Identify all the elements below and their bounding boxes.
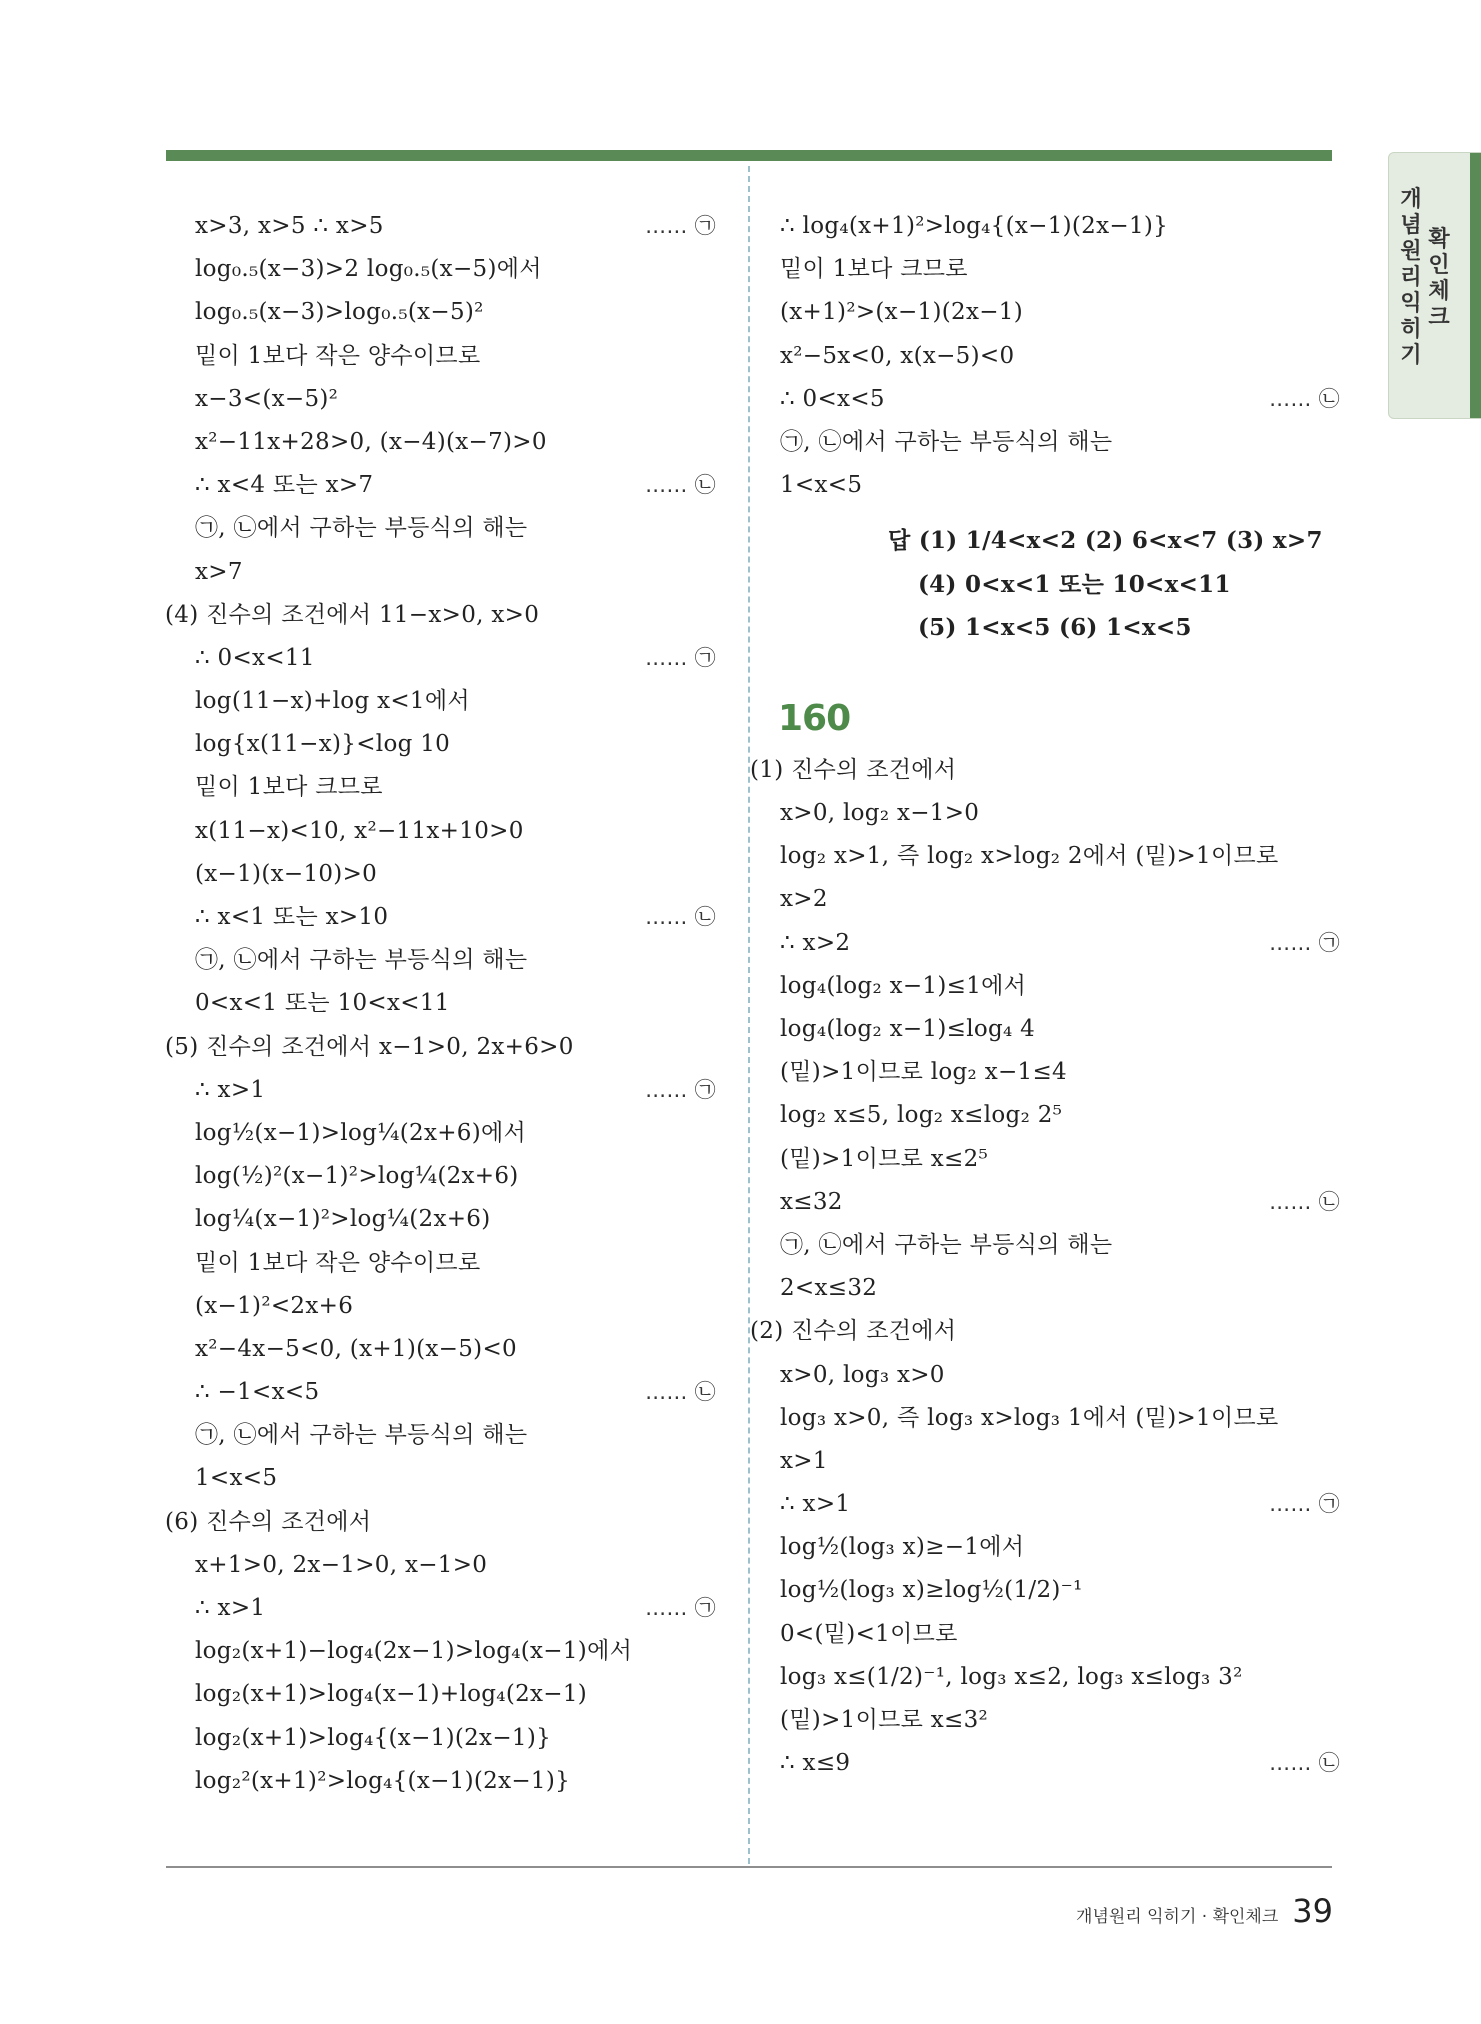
- solution-text: log₀.₅(x−3)>log₀.₅(x−5)²: [195, 299, 484, 326]
- solution-line: [780, 1569, 1340, 1612]
- equation-marker: …… ㉡: [645, 1380, 716, 1405]
- solution-text: log₄(log₂ x−1)≤log₄ 4: [780, 1016, 1036, 1042]
- left-column: [165, 205, 725, 1803]
- answer-block: [888, 519, 1340, 649]
- solution-line: [195, 896, 725, 939]
- solution-text: x²−11x+28>0, (x−4)(x−7)>0: [195, 428, 547, 455]
- solution-line: [780, 1267, 1340, 1310]
- solution-text: log₀.₅(x−3)>2 log₀.₅(x−5)에서: [195, 256, 542, 283]
- solution-line: [780, 1440, 1340, 1483]
- solution-line: [195, 723, 725, 766]
- right-bottom-solution: [750, 749, 1340, 1786]
- solution-text: x≤32: [780, 1188, 843, 1215]
- solution-line: [780, 878, 1340, 921]
- solution-text: x²−4x−5<0, (x+1)(x−5)<0: [195, 1335, 517, 1362]
- footer-section-title: 개념원리 익히기 · 확인체크: [1076, 1907, 1279, 1927]
- equation-marker: …… ㉠: [1269, 1492, 1340, 1517]
- solution-text: (2) 진수의 조건에서: [750, 1318, 957, 1345]
- solution-text: 1<x<5: [195, 1465, 278, 1492]
- column-divider: [748, 166, 750, 1864]
- solution-line: [780, 1699, 1340, 1742]
- solution-line: [195, 1155, 725, 1198]
- solution-text: x>2: [780, 886, 828, 913]
- solution-line: [780, 464, 1340, 507]
- solution-text: (x−1)²<2x+6: [195, 1292, 354, 1319]
- solution-line: [195, 1760, 725, 1803]
- solution-line: [195, 291, 725, 334]
- solution-text: (x−1)(x−10)>0: [195, 860, 378, 887]
- answer-line-1: 답 (1) 1/4<x<2 (2) 6<x<7 (3) x>7: [888, 527, 1323, 555]
- solution-line: [195, 1371, 725, 1414]
- solution-text: x>0, log₂ x−1>0: [780, 800, 980, 827]
- solution-text: log₂(x+1)−log₄(2x−1)>log₄(x−1)에서: [195, 1638, 633, 1665]
- solution-line: [195, 1112, 725, 1155]
- solution-line: [780, 1051, 1340, 1094]
- solution-text: log₂ x≤5, log₂ x≤log₂ 2⁵: [780, 1102, 1063, 1129]
- solution-text: x>7: [195, 558, 243, 585]
- solution-text: ∴ x≤9: [780, 1750, 851, 1777]
- solution-line: [780, 965, 1340, 1008]
- solution-line: [195, 853, 725, 896]
- solution-text: log₃ x>0, 즉 log₃ x>log₃ 1에서 (밑)>1이므로: [780, 1404, 1279, 1431]
- equation-marker: …… ㉠: [645, 1077, 716, 1102]
- solution-text: log{x(11−x)}<log 10: [195, 731, 451, 758]
- solution-line: [195, 637, 725, 680]
- solution-text: ∴ x>2: [780, 929, 851, 956]
- solution-text: ∴ x<1 또는 x>10: [195, 904, 389, 930]
- solution-text: x>3, x>5 ∴ x>5: [195, 213, 384, 239]
- solution-text: 1<x<5: [780, 472, 863, 499]
- solution-line: [780, 1354, 1340, 1397]
- equation-marker: …… ㉠: [645, 214, 716, 238]
- problem-number: 160: [778, 697, 851, 739]
- top-rule: [166, 150, 1332, 161]
- solution-text: log₂²(x+1)²>log₄{(x−1)(2x−1)}: [195, 1767, 571, 1794]
- solution-text: x>0, log₃ x>0: [780, 1361, 945, 1388]
- solution-line: [195, 810, 725, 853]
- solution-line: [780, 835, 1340, 878]
- solution-line: [195, 1673, 725, 1716]
- equation-marker: …… ㉠: [645, 645, 716, 670]
- solution-text: (4) 진수의 조건에서 11−x>0, x>0: [165, 601, 540, 628]
- solution-text: log½(log₃ x)≥log½(1/2)⁻¹: [780, 1577, 1083, 1604]
- solution-line: [195, 1457, 725, 1500]
- solution-line: [750, 1310, 1340, 1353]
- solution-text: 2<x≤32: [780, 1275, 878, 1302]
- solution-text: 0<x<1 또는 10<x<11: [195, 990, 450, 1017]
- solution-line: [165, 1501, 725, 1544]
- solution-line: [195, 1587, 725, 1630]
- solution-line: [780, 1008, 1340, 1051]
- solution-text: ㉠, ㉡에서 구하는 부등식의 해는: [195, 515, 528, 542]
- solution-line: [195, 1242, 725, 1285]
- solution-text: ∴ x>1: [780, 1491, 851, 1518]
- equation-marker: …… ㉡: [645, 473, 716, 498]
- solution-text: ∴ −1<x<5: [195, 1379, 320, 1406]
- solution-text: ∴ 0<x<11: [195, 644, 315, 671]
- side-tab-label-1: 개념원리 익히기: [1400, 187, 1422, 368]
- solution-text: log(11−x)+log x<1에서: [195, 688, 470, 715]
- solution-line: [195, 1630, 725, 1673]
- solution-line: [780, 291, 1340, 334]
- solution-line: [780, 1397, 1340, 1440]
- page-number: 39: [1292, 1892, 1333, 1930]
- solution-text: ∴ x>1: [195, 1076, 266, 1103]
- solution-line: [195, 378, 725, 421]
- solution-line: [195, 1414, 725, 1457]
- solution-line: [780, 922, 1340, 965]
- solution-line: [780, 335, 1340, 378]
- right-column: [750, 205, 1340, 1785]
- solution-line: [195, 1328, 725, 1371]
- solution-line: [195, 1069, 725, 1112]
- equation-marker: …… ㉡: [645, 905, 716, 929]
- solution-line: [195, 1717, 725, 1760]
- solution-line: [195, 766, 725, 809]
- solution-text: (밑)>1이므로 x≤2⁵: [780, 1145, 989, 1172]
- solution-line: [780, 378, 1340, 421]
- solution-text: 밑이 1보다 크므로: [780, 256, 968, 283]
- solution-text: ∴ x>1: [195, 1595, 266, 1621]
- solution-text: x>1: [780, 1447, 828, 1474]
- solution-line: [780, 205, 1340, 248]
- bottom-rule: [166, 1866, 1332, 1868]
- solution-text: x(11−x)<10, x²−11x+10>0: [195, 817, 524, 844]
- solution-text: 밑이 1보다 크므로: [195, 774, 383, 801]
- solution-line: [780, 1138, 1340, 1181]
- solution-text: log₄(log₂ x−1)≤1에서: [780, 972, 1027, 999]
- solution-line: [195, 507, 725, 550]
- solution-line: [780, 1742, 1340, 1785]
- solution-line: [780, 792, 1340, 835]
- solution-text: x²−5x<0, x(x−5)<0: [780, 342, 1015, 369]
- solution-line: [165, 1026, 725, 1069]
- solution-line: [195, 1285, 725, 1328]
- solution-text: (1) 진수의 조건에서: [750, 756, 957, 783]
- solution-text: ∴ x<4 또는 x>7: [195, 472, 374, 499]
- solution-text: log₂(x+1)>log₄(x−1)+log₄(2x−1): [195, 1681, 588, 1708]
- solution-line: [195, 1198, 725, 1241]
- equation-marker: …… ㉡: [1269, 1189, 1340, 1214]
- right-top-solution: [780, 205, 1340, 507]
- solution-line: [195, 551, 725, 594]
- solution-line: [195, 1544, 725, 1587]
- solution-line: [195, 680, 725, 723]
- solution-line: [780, 1656, 1340, 1699]
- solution-text: ㉠, ㉡에서 구하는 부등식의 해는: [780, 428, 1113, 455]
- solution-text: x−3<(x−5)²: [195, 385, 339, 412]
- solution-text: (5) 진수의 조건에서 x−1>0, 2x+6>0: [165, 1033, 574, 1060]
- solution-text: ∴ log₄(x+1)²>log₄{(x−1)(2x−1)}: [780, 213, 1169, 239]
- solution-line: [780, 1181, 1340, 1224]
- solution-text: log¼(x−1)²>log¼(2x+6): [195, 1206, 491, 1233]
- solution-line: [195, 248, 725, 291]
- solution-line: [195, 464, 725, 507]
- equation-marker: …… ㉡: [1269, 386, 1340, 411]
- solution-line: [780, 1224, 1340, 1267]
- solution-text: log₂ x>1, 즉 log₂ x>log₂ 2에서 (밑)>1이므로: [780, 843, 1279, 870]
- solution-text: log½(log₃ x)≥−1에서: [780, 1534, 1025, 1561]
- solution-text: x+1>0, 2x−1>0, x−1>0: [195, 1551, 488, 1578]
- solution-line: [780, 248, 1340, 291]
- solution-line: [195, 421, 725, 464]
- solution-text: ㉠, ㉡에서 구하는 부등식의 해는: [195, 947, 528, 974]
- solution-text: 밑이 1보다 작은 양수이므로: [195, 1249, 481, 1276]
- solution-text: log₃ x≤(1/2)⁻¹, log₃ x≤2, log₃ x≤log₃ 3²: [780, 1663, 1243, 1690]
- solution-text: (밑)>1이므로 x≤3²: [780, 1707, 989, 1733]
- equation-marker: …… ㉡: [1269, 1751, 1340, 1776]
- solution-text: ㉠, ㉡에서 구하는 부등식의 해는: [780, 1231, 1113, 1258]
- equation-marker: …… ㉠: [645, 1596, 716, 1620]
- solution-text: 0<(밑)<1이므로: [780, 1620, 958, 1647]
- solution-text: (x+1)²>(x−1)(2x−1): [780, 299, 1023, 326]
- solution-line: [780, 1526, 1340, 1569]
- answer-line-3: (5) 1<x<5 (6) 1<x<5: [918, 613, 1192, 641]
- side-tab-bar: [1470, 153, 1481, 418]
- solution-text: ㉠, ㉡에서 구하는 부등식의 해는: [195, 1422, 528, 1449]
- solution-line: [780, 1483, 1340, 1526]
- solution-text: (밑)>1이므로 log₂ x−1≤4: [780, 1059, 1067, 1086]
- solution-text: ∴ 0<x<5: [780, 385, 885, 412]
- solution-line: [780, 421, 1340, 464]
- solution-line: [780, 1094, 1340, 1137]
- solution-line: [780, 1613, 1340, 1656]
- solution-line: [195, 982, 725, 1025]
- solution-line: [195, 205, 725, 248]
- solution-line: [750, 749, 1340, 792]
- page-footer: [1076, 1892, 1333, 1930]
- solution-text: 밑이 1보다 작은 양수이므로: [195, 342, 481, 369]
- solution-line: [165, 594, 725, 637]
- solution-text: log₂(x+1)>log₄{(x−1)(2x−1)}: [195, 1724, 552, 1751]
- solution-line: [195, 939, 725, 982]
- side-tab-label-2: 확인체크: [1428, 227, 1450, 330]
- equation-marker: …… ㉠: [1269, 930, 1340, 955]
- solution-text: (6) 진수의 조건에서: [165, 1508, 372, 1535]
- side-tab: [1388, 152, 1481, 419]
- solution-line: [195, 335, 725, 378]
- solution-text: log½(x−1)>log¼(2x+6)에서: [195, 1119, 527, 1146]
- solution-text: log(½)²(x−1)²>log¼(2x+6): [195, 1163, 519, 1190]
- answer-line-2: (4) 0<x<1 또는 10<x<11: [918, 570, 1231, 598]
